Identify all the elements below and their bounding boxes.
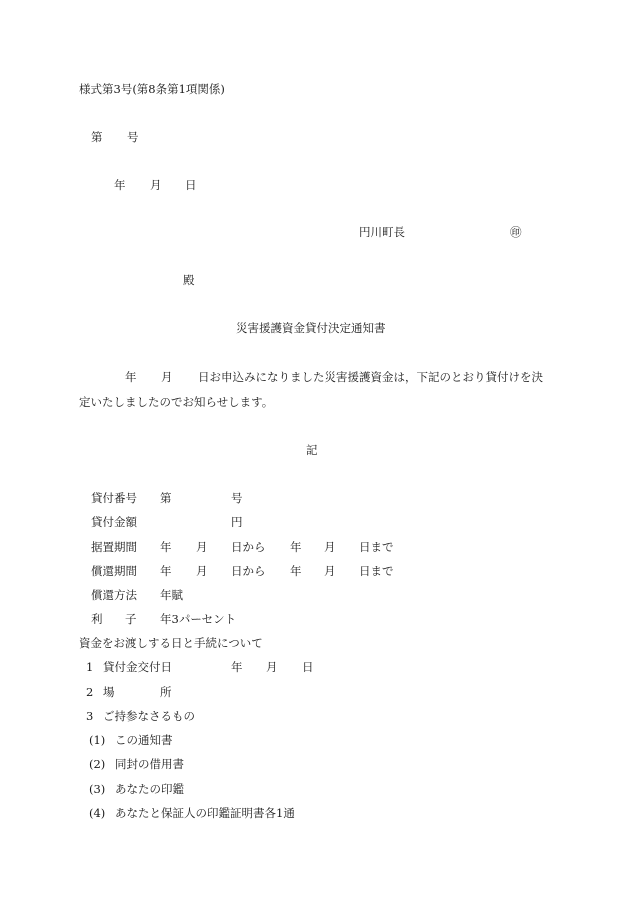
bring-item-text: この通知書 — [115, 733, 173, 747]
method-label: 償還方法 — [91, 588, 137, 602]
repayment-label: 償還期間 — [91, 564, 137, 578]
deferment-month1: 月 — [196, 540, 208, 554]
bring-item-num: (4) — [89, 806, 106, 820]
handover-item3-label: ご持参なさるもの — [103, 709, 195, 723]
method-value: 年賦 — [160, 588, 183, 602]
bring-item-text: 同封の借用書 — [115, 757, 184, 771]
handover-item1-year: 年 — [231, 660, 243, 674]
repayment-from: 日から — [231, 564, 266, 578]
body-month: 月 — [161, 370, 173, 384]
handover-item2-label-a: 場 — [103, 685, 115, 699]
handover-item1-day: 日 — [302, 660, 314, 674]
repayment-year1: 年 — [160, 564, 172, 578]
issuer-seal: ㊞ — [510, 225, 522, 239]
date-day: 日 — [185, 178, 197, 192]
interest-label-a: 利 — [91, 612, 103, 626]
repayment-month2: 月 — [324, 564, 336, 578]
bring-item-num: (1) — [89, 733, 106, 747]
body-line2: 定いたしましたのでお知らせします。 — [79, 395, 274, 409]
handover-item3-num: 3 — [86, 709, 94, 723]
bring-item-text: あなたの印鑑 — [115, 782, 184, 796]
repayment-until: 日まで — [359, 564, 394, 578]
repayment-year2: 年 — [290, 564, 302, 578]
repayment-month1: 月 — [196, 564, 208, 578]
document-title: 災害援護資金貸付決定通知書 — [236, 321, 386, 335]
form-number: 様式第3号(第8条第1項関係) — [79, 82, 225, 96]
doc-number-prefix: 第 — [91, 130, 103, 144]
handover-item2-num: 2 — [86, 685, 94, 699]
body-year: 年 — [125, 370, 137, 384]
interest-label-b: 子 — [125, 612, 137, 626]
addressee-suffix: 殿 — [183, 273, 195, 287]
handover-heading: 資金をお渡しする日と手続について — [79, 636, 263, 650]
deferment-year2: 年 — [290, 540, 302, 554]
issuer-name: 円川町長 — [359, 225, 405, 239]
doc-number-suffix: 号 — [127, 130, 139, 144]
deferment-month2: 月 — [324, 540, 336, 554]
interest-value: 年3パーセント — [160, 612, 237, 626]
handover-item2-label-b: 所 — [160, 685, 172, 699]
bring-item-text: あなたと保証人の印鑑証明書各1通 — [115, 806, 295, 820]
ki-heading: 記 — [306, 443, 318, 457]
body-line1: 日お申込みになりました災害援護資金は，下記のとおり貸付けを決 — [198, 370, 543, 384]
loan-number-label: 貸付番号 — [91, 491, 137, 505]
date-year: 年 — [114, 178, 126, 192]
loan-number-suffix: 号 — [231, 491, 243, 505]
date-month: 月 — [150, 178, 162, 192]
handover-item1-month: 月 — [266, 660, 278, 674]
bring-item-num: (3) — [89, 782, 106, 796]
loan-amount-unit: 円 — [231, 515, 243, 529]
bring-item-num: (2) — [89, 757, 106, 771]
handover-item1-num: 1 — [86, 660, 94, 674]
handover-item1-label: 貸付金交付日 — [103, 660, 172, 674]
deferment-year1: 年 — [160, 540, 172, 554]
deferment-until: 日まで — [359, 540, 394, 554]
deferment-from: 日から — [231, 540, 266, 554]
deferment-label: 据置期間 — [91, 540, 137, 554]
loan-number-prefix: 第 — [160, 491, 172, 505]
loan-amount-label: 貸付金額 — [91, 515, 137, 529]
